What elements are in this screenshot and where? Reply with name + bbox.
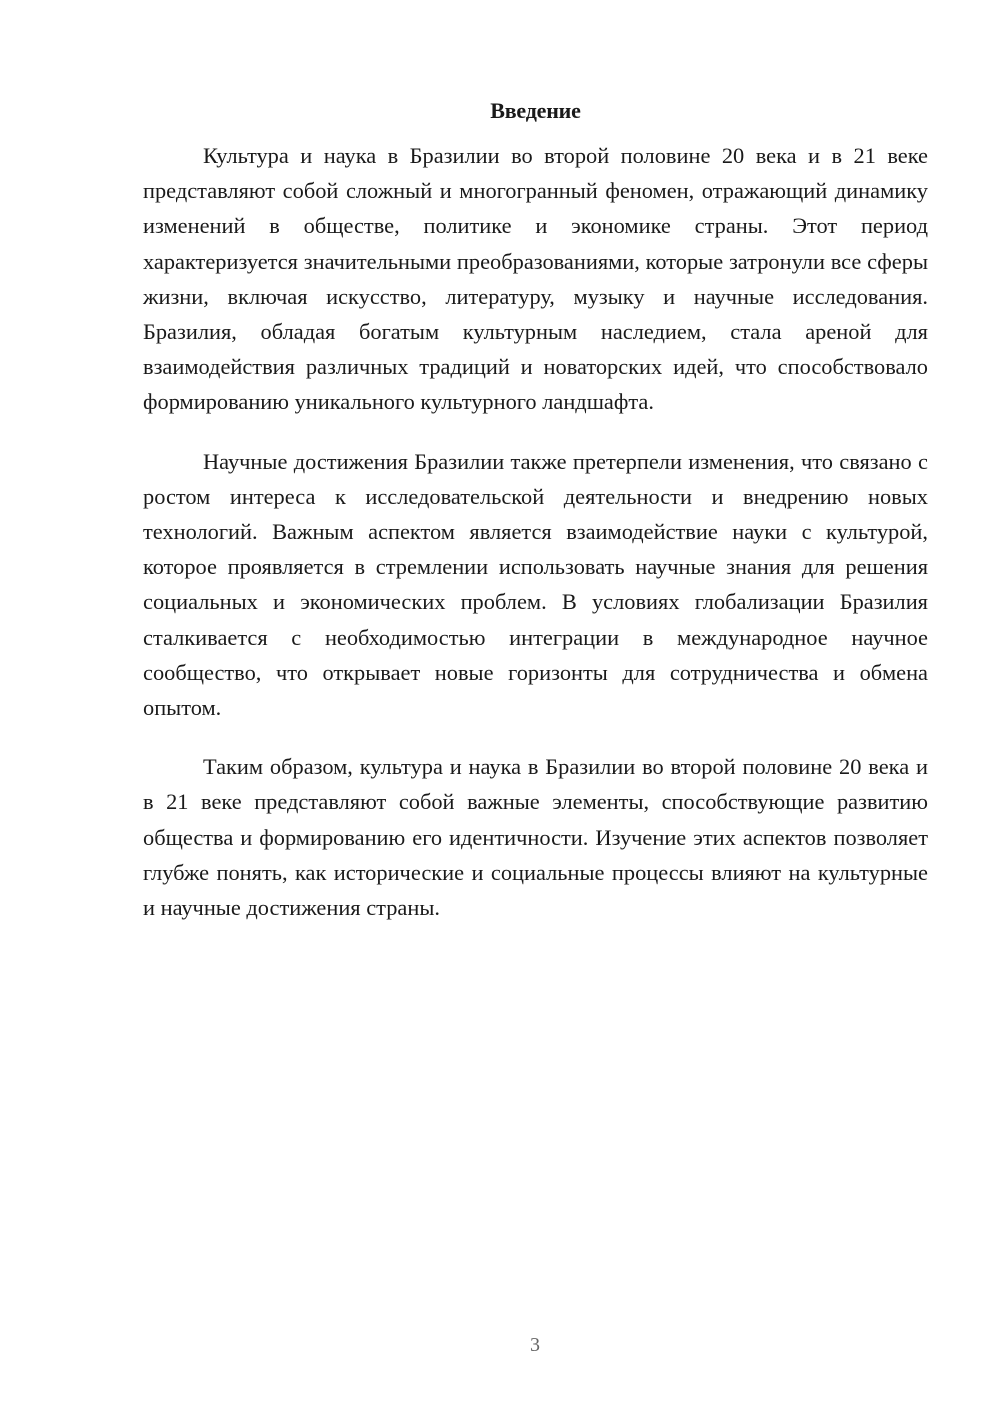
paragraph-1: Культура и наука в Бразилии во второй половине 20 века и в 21 веке представляют собой сложный и многогранный феномен, отражающий динамику изменений в обществе, политике и экономике страны. Этот период характеризуется значительными преобразованиями, которые затронули все сферы жизни, включая искусство, литературу, музыку и научные исследования. Бразилия, обладая богатым культурным наследием, стала ареной для взаимодействия различных традиций и новаторских идей, что способствовало формированию уникального культурного ландшафта. <box>143 143 928 415</box>
section-heading: Введение <box>490 98 581 123</box>
paragraph-2: Научные достижения Бразилии также претерпели изменения, что связано с ростом интереса к исследовательской деятельности и внедрению новых технологий. Важным аспектом является взаимодействие науки с культурой, которое проявляется в стремлении использовать научные знания для решения социальных и экономических проблем. В условиях глобализации Бразилия сталкивается с необходимостью интеграции в международное научное сообщество, что открывает новые горизонты для сотрудничества и обмена опытом. <box>143 448 928 721</box>
page-content <box>143 96 928 949</box>
paragraph-3: Таким образом, культура и наука в Бразилии во второй половине 20 века и в 21 веке представляют собой важные элементы, способствующие развитию общества и формированию его идентичности. Изучение этих аспектов позволяет глубже понять, как исторические и социальные процессы влияют на культурные и научные достижения страны. <box>143 754 928 921</box>
page-number: 3 <box>530 1334 540 1356</box>
